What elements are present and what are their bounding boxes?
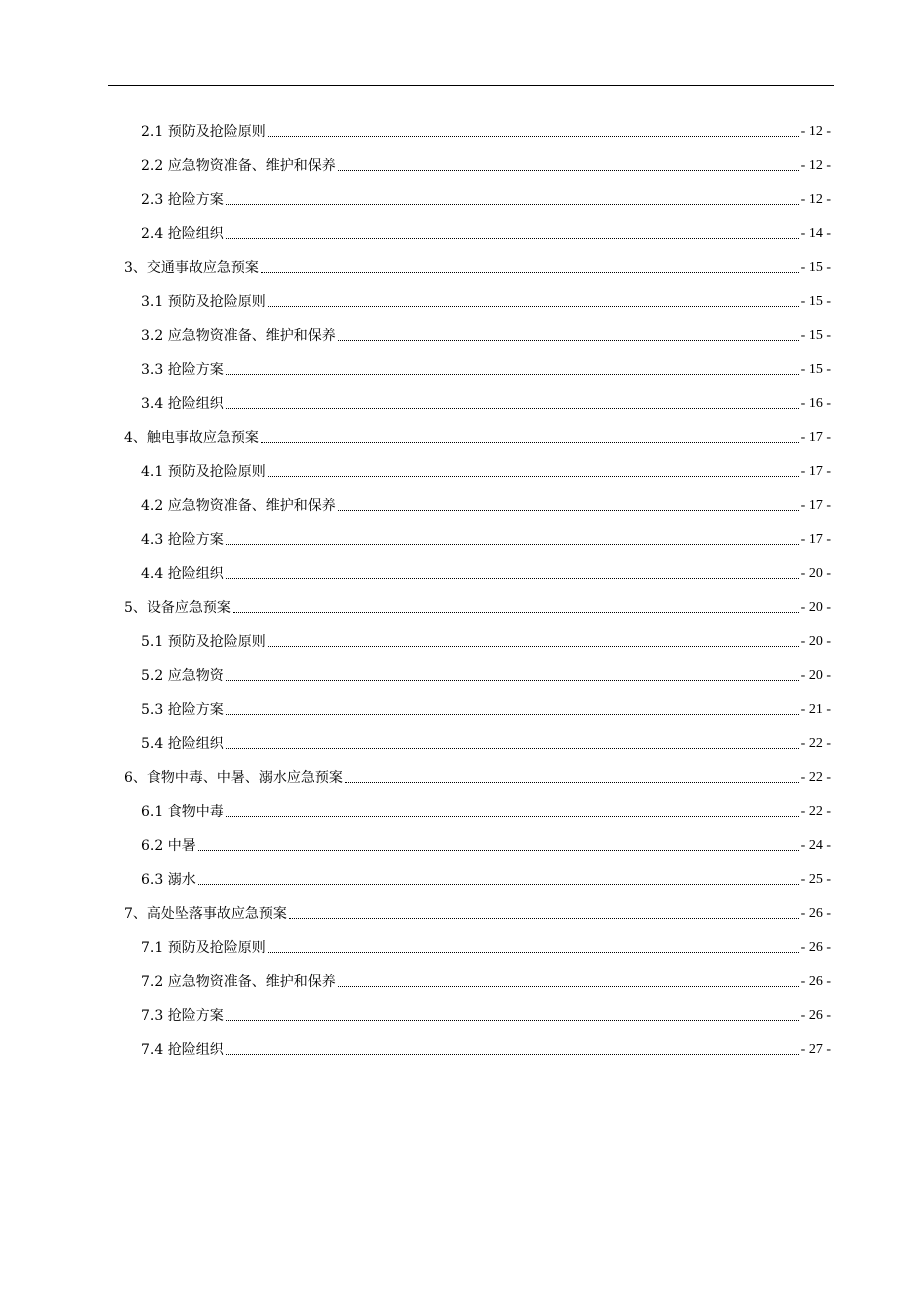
toc-entry-page: - 12 -: [800, 158, 831, 173]
toc-entry-page: - 16 -: [800, 396, 831, 411]
toc-entry[interactable]: [141, 935, 831, 957]
toc-entry-label: 6、食物中毒、中暑、溺水应急预案: [124, 770, 343, 786]
toc-entry-label: 7.1 预防及抢险原则: [141, 940, 266, 956]
toc-entry-label: 4.2 应急物资准备、维护和保养: [141, 498, 336, 514]
toc-entry-page: - 22 -: [800, 770, 831, 785]
toc-entry[interactable]: [124, 595, 831, 617]
toc-dot-leader: [226, 816, 799, 817]
toc-entry-label: 4.1 预防及抢险原则: [141, 464, 266, 480]
toc-entry-page: - 15 -: [800, 328, 831, 343]
toc-entry-label: 2.3 抢险方案: [141, 192, 224, 208]
toc-entry[interactable]: [141, 969, 831, 991]
toc-entry-page: - 22 -: [800, 736, 831, 751]
toc-entry-label: 3、交通事故应急预案: [124, 260, 259, 276]
toc-entry[interactable]: [141, 221, 831, 243]
toc-entry-label: 5、设备应急预案: [124, 600, 231, 616]
toc-entry[interactable]: [141, 561, 831, 583]
toc-entry[interactable]: [141, 459, 831, 481]
toc-entry-label: 5.2 应急物资: [141, 668, 224, 684]
toc-dot-leader: [268, 952, 799, 953]
toc-dot-leader: [198, 884, 799, 885]
toc-entry-page: - 12 -: [800, 192, 831, 207]
toc-entry[interactable]: [141, 187, 831, 209]
toc-entry[interactable]: [141, 153, 831, 175]
toc-dot-leader: [233, 612, 799, 613]
toc-entry[interactable]: [141, 289, 831, 311]
toc-entry-label: 6.2 中暑: [141, 838, 196, 854]
toc-entry[interactable]: [141, 663, 831, 685]
toc-dot-leader: [226, 578, 799, 579]
toc-dot-leader: [268, 136, 799, 137]
toc-entry-label: 5.1 预防及抢险原则: [141, 634, 266, 650]
toc-entry[interactable]: [141, 1003, 831, 1025]
toc-entry-label: 3.4 抢险组织: [141, 396, 224, 412]
toc-entry[interactable]: [124, 255, 831, 277]
toc-dot-leader: [226, 544, 799, 545]
toc-dot-leader: [226, 714, 799, 715]
toc-entry[interactable]: [141, 119, 831, 141]
toc-entry-label: 5.4 抢险组织: [141, 736, 224, 752]
toc-dot-leader: [268, 306, 799, 307]
toc-entry-page: - 17 -: [800, 464, 831, 479]
toc-entry-page: - 15 -: [800, 294, 831, 309]
toc-entry-label: 4.3 抢险方案: [141, 532, 224, 548]
toc-entry-page: - 22 -: [800, 804, 831, 819]
toc-entry-label: 3.2 应急物资准备、维护和保养: [141, 328, 336, 344]
toc-entry[interactable]: [141, 1037, 831, 1059]
toc-entry-label: 4.4 抢险组织: [141, 566, 224, 582]
toc-dot-leader: [338, 340, 799, 341]
toc-dot-leader: [226, 1054, 799, 1055]
toc-dot-leader: [268, 646, 799, 647]
toc-entry[interactable]: [141, 799, 831, 821]
toc-entry-label: 2.4 抢险组织: [141, 226, 224, 242]
toc-entry-page: - 27 -: [800, 1042, 831, 1057]
toc-entry[interactable]: [141, 731, 831, 753]
toc-dot-leader: [198, 850, 799, 851]
toc-entry[interactable]: [124, 765, 831, 787]
toc-entry[interactable]: [141, 493, 831, 515]
toc-entry-page: - 21 -: [800, 702, 831, 717]
toc-entry-page: - 20 -: [800, 668, 831, 683]
toc-entry-page: - 14 -: [800, 226, 831, 241]
toc-entry-page: - 25 -: [800, 872, 831, 887]
toc-entry[interactable]: [141, 833, 831, 855]
toc-entry-page: - 20 -: [800, 600, 831, 615]
toc-entry-page: - 17 -: [800, 498, 831, 513]
toc-entry[interactable]: [141, 527, 831, 549]
toc-dot-leader: [261, 442, 799, 443]
toc-dot-leader: [345, 782, 799, 783]
toc-entry-page: - 12 -: [800, 124, 831, 139]
toc-entry-label: 7.4 抢险组织: [141, 1042, 224, 1058]
toc-entry-page: - 26 -: [800, 974, 831, 989]
toc-dot-leader: [226, 680, 799, 681]
toc-entry-label: 3.1 预防及抢险原则: [141, 294, 266, 310]
toc-dot-leader: [226, 238, 799, 239]
toc-entry-page: - 17 -: [800, 532, 831, 547]
toc-entry-page: - 15 -: [800, 362, 831, 377]
toc-entry[interactable]: [124, 901, 831, 923]
toc-dot-leader: [226, 748, 799, 749]
toc-entry-label: 3.3 抢险方案: [141, 362, 224, 378]
toc-dot-leader: [338, 170, 799, 171]
toc-dot-leader: [338, 986, 799, 987]
toc-entry-label: 2.2 应急物资准备、维护和保养: [141, 158, 336, 174]
toc-dot-leader: [226, 374, 799, 375]
toc-entry-page: - 15 -: [800, 260, 831, 275]
toc-dot-leader: [289, 918, 799, 919]
toc-entry-label: 2.1 预防及抢险原则: [141, 124, 266, 140]
toc-entry-label: 7.2 应急物资准备、维护和保养: [141, 974, 336, 990]
toc-entry-page: - 20 -: [800, 634, 831, 649]
toc-dot-leader: [261, 272, 799, 273]
toc-entry[interactable]: [141, 629, 831, 651]
toc-entry[interactable]: [141, 391, 831, 413]
toc-entry[interactable]: [141, 867, 831, 889]
toc-entry-page: - 26 -: [800, 906, 831, 921]
toc-dot-leader: [338, 510, 799, 511]
toc-entry[interactable]: [141, 323, 831, 345]
toc-entry-label: 6.1 食物中毒: [141, 804, 224, 820]
toc-entry-page: - 24 -: [800, 838, 831, 853]
toc-entry-label: 6.3 溺水: [141, 872, 196, 888]
toc-entry-label: 5.3 抢险方案: [141, 702, 224, 718]
toc-entry-label: 7、高处坠落事故应急预案: [124, 906, 287, 922]
toc-entry-page: - 17 -: [800, 430, 831, 445]
toc-dot-leader: [226, 1020, 799, 1021]
toc-dot-leader: [268, 476, 799, 477]
toc-dot-leader: [226, 204, 799, 205]
toc-entry-label: 7.3 抢险方案: [141, 1008, 224, 1024]
toc-entry[interactable]: [141, 357, 831, 379]
toc-entry-page: - 26 -: [800, 1008, 831, 1023]
toc-entry-page: - 26 -: [800, 940, 831, 955]
toc-entry-page: - 20 -: [800, 566, 831, 581]
toc-entry[interactable]: [124, 425, 831, 447]
toc-entry[interactable]: [141, 697, 831, 719]
toc-dot-leader: [226, 408, 799, 409]
toc-entry-label: 4、触电事故应急预案: [124, 430, 259, 446]
